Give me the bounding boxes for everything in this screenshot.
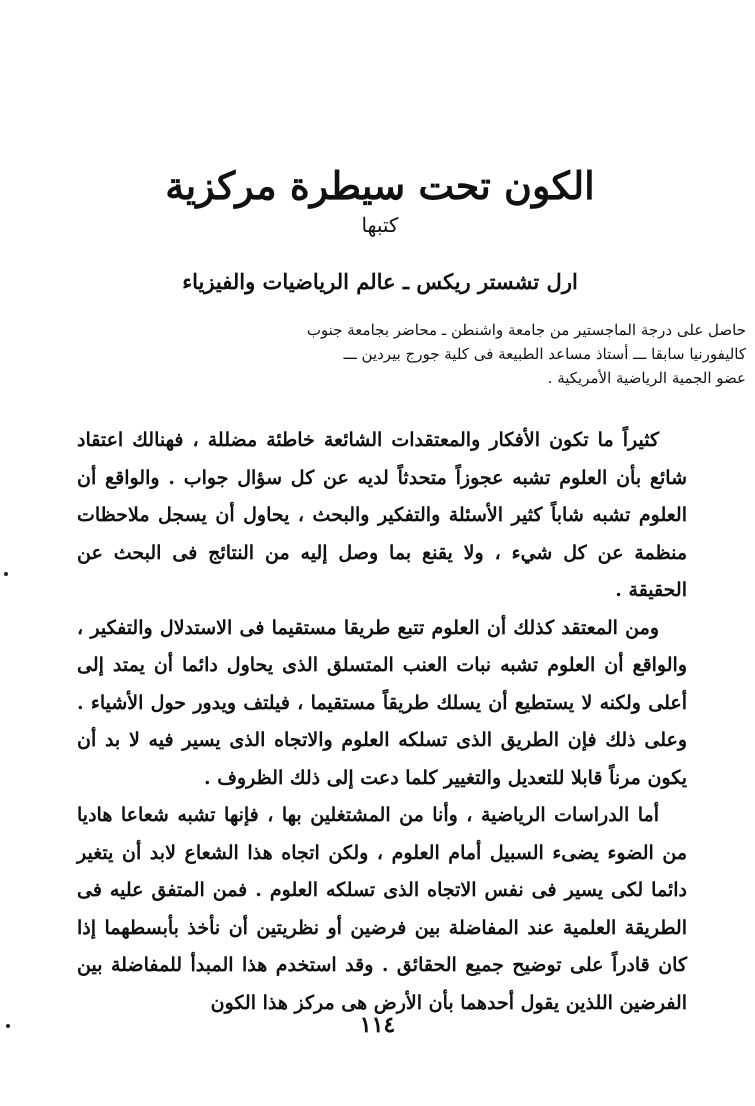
paragraph: كثيراً ما تكون الأفكار والمعتقدات الشائعة خاطئة مضللة ، فهنالك اعتقاد شائع بأن العلوم تشبه عجوزاً متحدثاً لديه عن كل سؤال جواب . والواقع أن العلوم تشبه شاباً كثير الأسئلة والتفكير والبحث ، يحاول أن يسجل ملاحظات منظمة عن كل شيء ، ولا يقنع بما وصل إليه من النتائج فى البحث عن الحقيقة . [77,429,687,601]
scan-speck [6,1024,10,1028]
credential-line: كاليفورنيا سابقا ـــ أستاذ مساعد الطبيعة فى كلية جورج بيردين ـــ [343,345,746,363]
page-number: ١١٤ [359,1012,396,1038]
paragraph: أما الدراسات الرياضية ، وأنا من المشتغلين بها ، فإنها تشبه شعاعا هاديا من الضوء يضىء السبيل أمام العلوم ، ولكن اتجاه هذا الشعاع لابد أن يتغير دائما لكى يسير فى نفس الاتجاه الذى تسلكه العلوم . فمن المتفق عليه فى الطريقة العلمية عند المفاضلة بين فرضين أو نظريتين أن نأخذ بأبسطهما إذا كان قادراً على توضيح جميع الحقائق . وقد استخدم هذا المبدأ للمفاضلة بين الفرضين اللذين يقول أحدهما بأن الأرض هى مركز هذا الكون [77,804,687,1014]
chapter-title: الكون تحت سيطرة مركزية [165,163,595,209]
byline: كتبها [361,213,399,237]
credential-line: عضو الجمية الرياضية الأمريكية . [547,369,746,387]
paragraph: ومن المعتقد كذلك أن العلوم تتبع طريقا مستقيما فى الاستدلال والتفكير ، والواقع أن العلوم تشبه نبات العنب المتسلق الذى يحاول دائما أن يمتد إلى أعلى ولكنه لا يستطيع أن يسلك طريقاً مستقيما ، فيلتف ويدور حول الأشياء . وعلى ذلك فإن الطريق الذى تسلكه العلوم والاتجاه الذى يسير فيه لا بد أن يكون مرناً قابلا للتعديل والتغيير كلما دعت إلى ذلك الظروف . [77,616,687,789]
scan-speck [4,572,8,576]
credential-line: حاصل على درجة الماجستير من جامعة واشنطن ـ محاضر بجامعة جنوب [306,321,746,339]
author-credentials [306,318,746,390]
body-text [77,422,687,1022]
author-line: ارل تشستر ريكس ـ عالم الرياضيات والفيزياء [182,269,578,294]
